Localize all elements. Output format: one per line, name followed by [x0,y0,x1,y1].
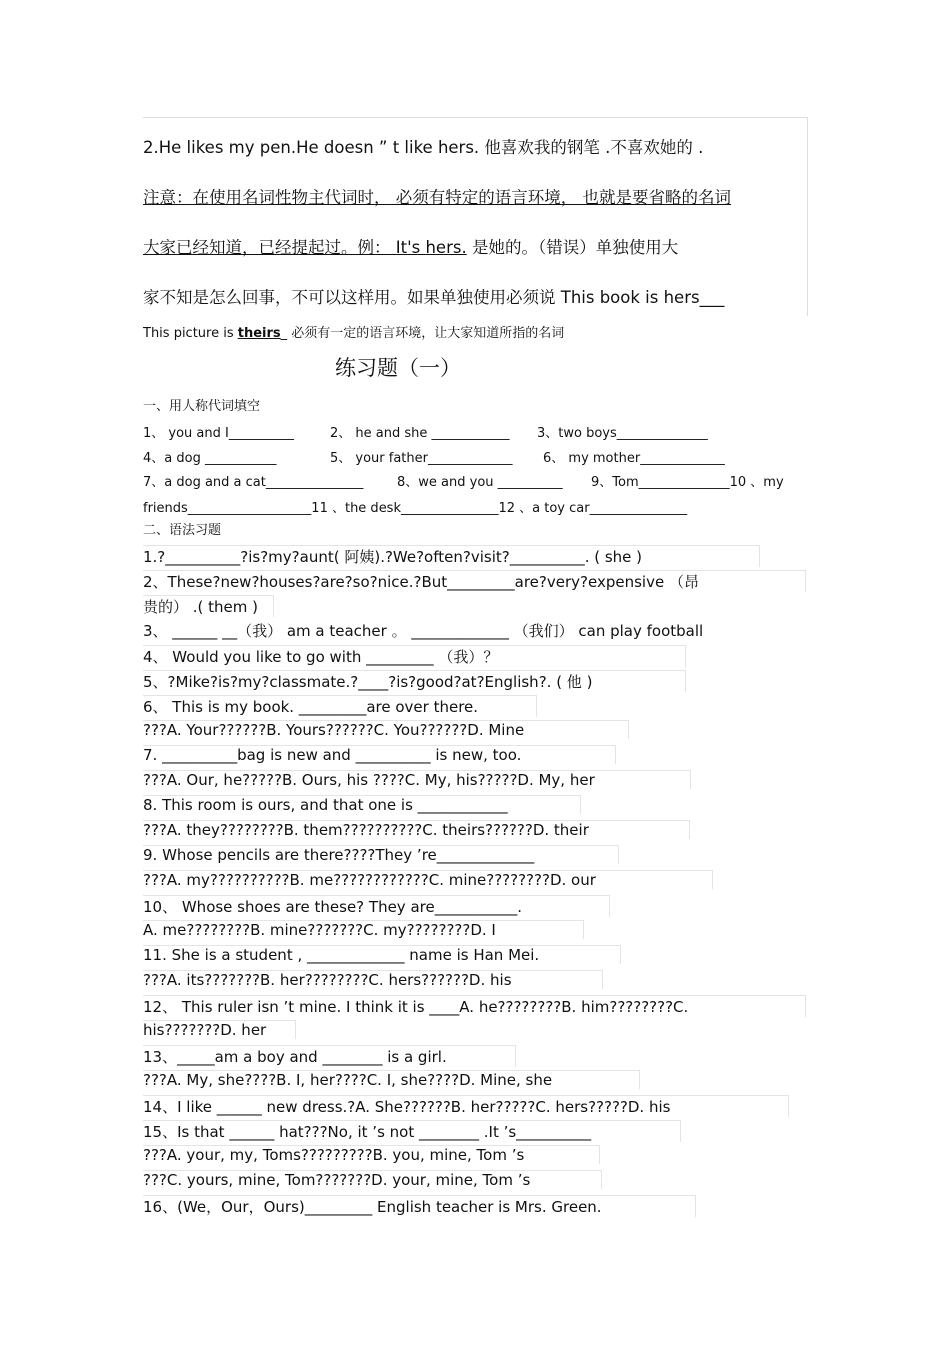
q3: 3、 ______ __（我） am a teacher 。 _____________ （我们） can play football [143,622,704,640]
q11-options: ???A. its???????B. her????????C. hers??????D. his [143,970,603,989]
item-8: 8、we and you __________ [397,475,563,490]
item-4: 4、a dog ___________ [143,451,277,466]
q2: 2、These?new?houses?are?so?nice.?But_________are?very?expensive （昂 [143,570,806,592]
q12: 12、 This ruler isn ’t mine. I think it is ____A. he????????B. him????????C. [143,995,806,1017]
q8-options: ???A. they????????B. them??????????C. theirs??????D. their [143,820,690,839]
note-line-1: 2.He likes my pen.He doesn ” t like hers. 他喜欢我的钢笔 .不喜欢她的 . [143,138,704,157]
item-9: 9、Tom______________10 、my [591,475,784,490]
note-line-5 [143,322,564,341]
item-7: 7、a dog and a cat_______________ [143,475,364,490]
q8: 8. This room is ours, and that one is ____________ [143,795,581,814]
note-line-2: 注意：在使用名词性物主代词时， 必须有特定的语言环境， 也就是要省略的名词 [143,188,731,207]
item-5: 5、 your father_____________ [330,451,513,466]
item-10-12: friends___________________11 、the desk_______________12 、a toy car_______________ [143,501,688,516]
q7-options: ???A. Our, he?????B. Ours, his ????C. My, his?????D. My, her [143,770,691,789]
section2-heading: 二、语法习题 [143,523,222,538]
q7: 7. __________bag is new and __________ is new, too. [143,745,616,764]
q10-options: A. me????????B. mine???????C. my????????D. I [143,920,584,939]
item-6: 6、 my mother_____________ [543,451,725,466]
note-line-5-post: _ 必须有一定的语言环境，让大家知道所指的名词 [280,326,565,341]
q16: 16、(We，Our，Ours)_________ English teacher is Mrs. Green. [143,1195,696,1217]
q12-cont: his???????D. her [143,1020,296,1039]
q15: 15、Is that ______ hat???No, it ’s not ________ .It ’s__________ [143,1120,681,1142]
note-line-3-post: 是她的。（错误）单独使用大 [466,238,679,257]
note-line-3 [143,234,678,258]
q4: 4、 Would you like to go with _________ （我）？ [143,645,686,667]
q15-options-cd: ???C. yours, mine, Tom???????D. your, mine, Tom ’s [143,1170,602,1189]
q14: 14、I like ______ new dress.?A. She??????B. her?????C. hers?????D. his [143,1095,789,1117]
item-2: 2、 he and she ____________ [330,426,510,441]
q10: 10、 Whose shoes are these? They are___________. [143,895,610,917]
q9: 9. Whose pencils are there????They ’re_____________ [143,845,619,864]
note-line-5-pre: This picture is [143,326,238,341]
q6: 6、 This is my book. _________are over there. [143,695,537,717]
note-line-5-word: theirs [237,326,281,341]
q1: 1.?__________?is?my?aunt( 阿姨).?We?often?visit?__________. ( she ) [143,545,760,567]
q9-options: ???A. my??????????B. me????????????C. mine????????D. our [143,870,713,889]
item-1: 1、 you and I__________ [143,426,294,441]
q5: 5、?Mike?is?my?classmate.?____?is?good?at?English?. ( 他 ) [143,670,686,692]
q13-options: ???A. My, she????B. I, her????C. I, she????D. Mine, she [143,1070,640,1089]
q2-cont: 贵的） .( them ) [143,595,274,617]
section1-heading: 一、用人称代词填空 [143,399,261,414]
exercise-title: 练习题（一） [335,356,461,380]
note-line-3-pre: 大家已经知道，已经提起过。例： It's [143,238,426,257]
q11: 11. She is a student , _____________ name is Han Mei. [143,945,621,964]
q13: 13、_____am a boy and ________ is a girl. [143,1045,516,1067]
item-3: 3、two boys______________ [537,426,708,441]
q6-options: ???A. Your??????B. Yours??????C. You??????D. Mine [143,720,629,739]
note-line-3-word: hers. [425,238,467,257]
note-line-4: 家不知是怎么回事，不可以这样用。如果单独使用必须说 This book is hers___ [143,288,725,307]
q15-options-ab: ???A. your, my, Toms?????????B. you, mine, Tom ’s [143,1145,600,1164]
